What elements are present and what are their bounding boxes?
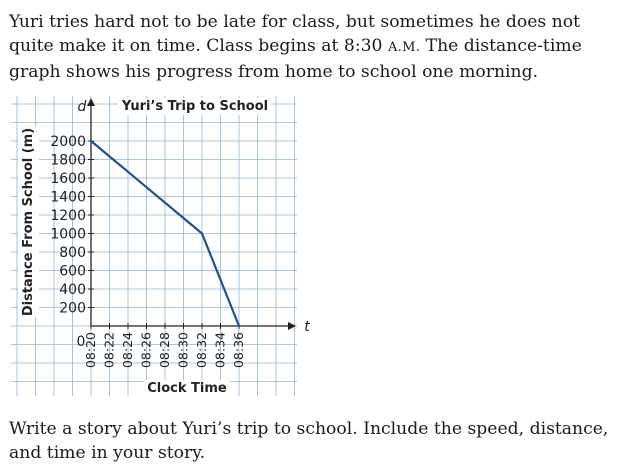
x-tick-label: 08:34 [212,332,228,369]
intro-text-start: Yuri tries hard not to be late for class, but sometimes he does not quite make it on time. Class begins at 8:30 [9,12,580,56]
prompt-paragraph: Write a story about Yuri’s trip to school. Include the speed, distance, and time in your story. [9,419,609,463]
x-tick-label: 08:20 [83,332,98,369]
intro-text-end: The distance-time graph shows his progress from home to school one morning. [9,36,582,82]
y-tick-label: 400 [59,282,86,298]
intro-time-suffix: A.M. [387,40,421,55]
y-axis-letter: d [77,99,87,115]
y-axis-arrow [87,98,95,106]
y-tick-label: 600 [59,263,86,280]
y-tick-label: 1600 [50,171,86,187]
y-axis-label: Distance From School (m) [21,127,36,317]
distance-time-chart [11,96,311,409]
y-tick-label: 1200 [50,208,86,224]
y-tick-label: 1800 [50,152,86,169]
chart-labels [18,98,310,397]
y-tick-label: 800 [59,245,86,261]
x-tick-label: 08:32 [194,332,209,369]
intro-paragraph [9,10,619,84]
x-tick-label: 08:28 [157,332,172,369]
y-tick-label: 1000 [50,226,86,243]
x-axis-letter: t [304,319,310,335]
origin-label: 0 [76,334,86,350]
x-tick-label: 08:22 [101,332,117,369]
y-tick-label: 1400 [50,189,86,206]
x-tick-label: 08:30 [175,332,191,369]
chart-axes [87,98,296,330]
chart-title: Yuri’s Trip to School [121,99,269,114]
y-tick-label: 2000 [50,134,86,150]
y-tick-label: 200 [59,300,86,317]
x-tick-label: 08:26 [138,332,154,369]
x-axis-label: Clock Time [147,381,227,396]
x-tick-label: 08:24 [120,332,135,369]
x-tick-label: 08:36 [231,332,246,369]
